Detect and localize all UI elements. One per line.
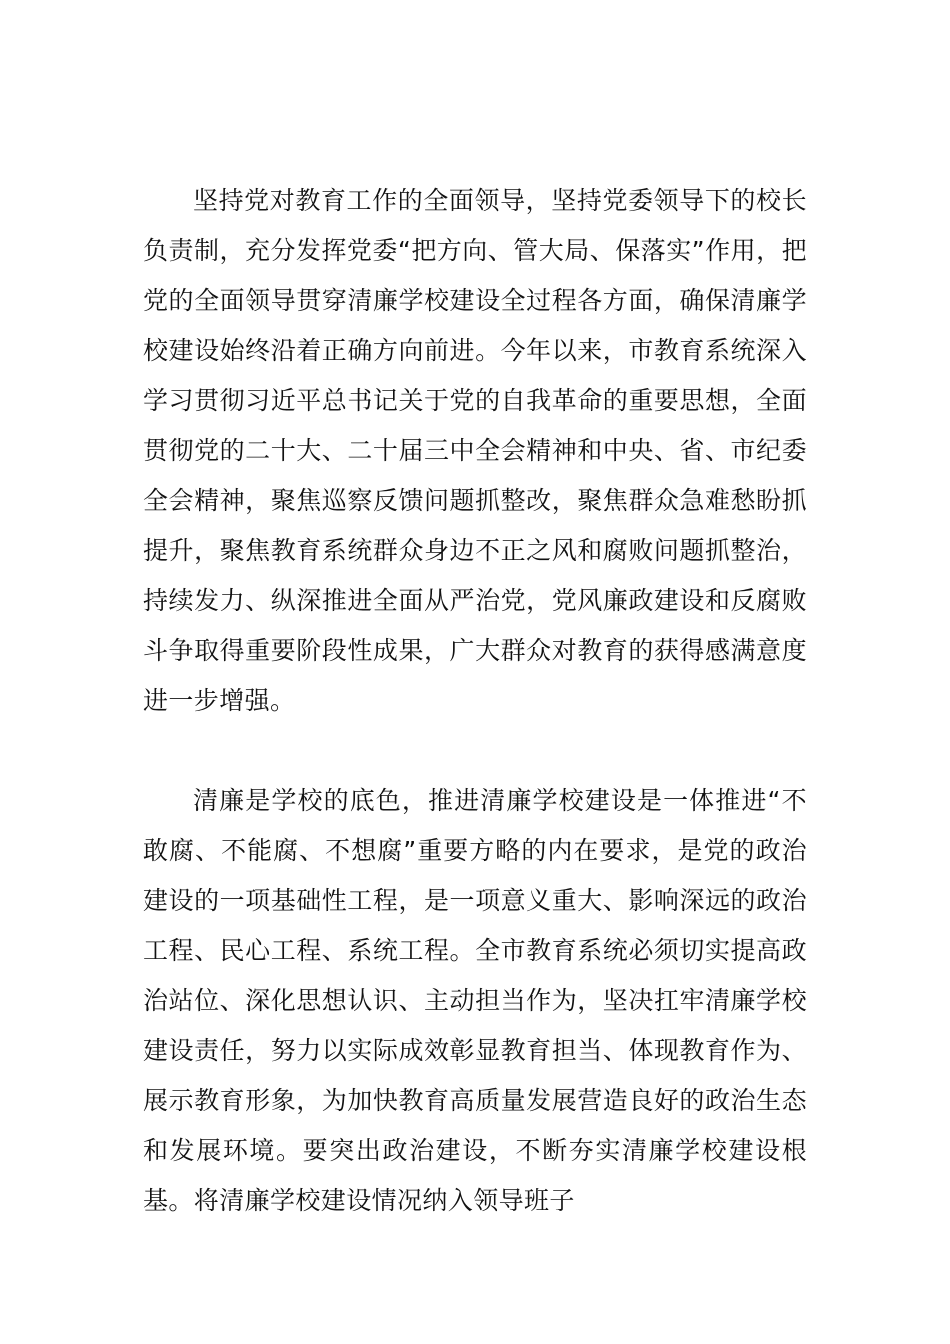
document-body [143, 176, 807, 1226]
paragraph-1: 坚持党对教育工作的全面领导，坚持党委领导下的校长负责制，充分发挥党委“把方向、管大局、保落实”作用，把党的全面领导贯穿清廉学校建设全过程各方面，确保清廉学校建设始终沿着正确方向前进。今年以来，市教育系统深入学习贯彻习近平总书记关于党的自我革命的重要思想，全面贯彻党的二十大、二十届三中全会精神和中央、省、市纪委全会精神，聚焦巡察反馈问题抓整改，聚焦群众急难愁盼抓提升，聚焦教育系统群众身边不正之风和腐败问题抓整治，持续发力、纵深推进全面从严治党，党风廉政建设和反腐败斗争取得重要阶段性成果，广大群众对教育的获得感满意度进一步增强。 [143, 186, 807, 715]
paragraph-2: 清廉是学校的底色，推进清廉学校建设是一体推进“不敢腐、不能腐、不想腐”重要方略的内在要求，是党的政治建设的一项基础性工程，是一项意义重大、影响深远的政治工程、民心工程、系统工程。全市教育系统必须切实提高政治站位、深化思想认识、主动担当作为，坚决扛牢清廉学校建设责任，努力以实际成效彰显教育担当、体现教育作为、展示教育形象，为加快教育高质量发展营造良好的政治生态和发展环境。要突出政治建设，不断夯实清廉学校建设根基。将清廉学校建设情况纳入领导班子 [143, 786, 807, 1215]
